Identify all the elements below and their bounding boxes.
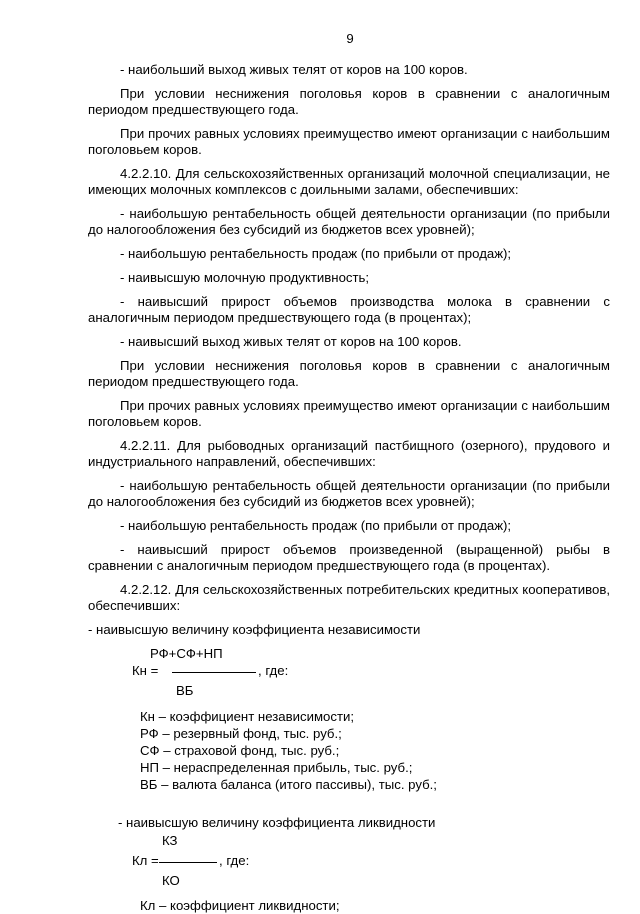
formula-lhs: Кн = <box>132 663 159 678</box>
paragraph: - наибольший выход живых телят от коров на 100 коров. <box>120 62 468 77</box>
list-item: - наивысший прирост объемов произведенной (выращенной) рыбы в сравнении с аналогичным периодом предшествующего года (в процентах). <box>88 542 610 573</box>
formula-suffix: , где: <box>258 663 289 678</box>
fraction-bar <box>172 672 256 673</box>
formula-independence-coefficient <box>88 646 610 708</box>
list-item: - наивысшую величину коэффициента независимости <box>88 622 421 637</box>
list-item: - наибольшую рентабельность общей деятельности организации (по прибыли до налогообложения без субсидий из бюджетов всех уровней); <box>88 206 610 237</box>
definition-item: НП – нераспределенная прибыль, тыс. руб.; <box>140 760 413 775</box>
page-number: 9 <box>346 31 354 46</box>
paragraph: При прочих равных условиях преимущество имеют организации с наибольшим поголовьем коров. <box>88 398 610 429</box>
paragraph: При условии неснижения поголовья коров в сравнении с аналогичным периодом предшествующего года. <box>88 86 610 117</box>
list-item: - наивысший прирост объемов производства молока в сравнении с аналогичным периодом предшествующего года (в процентах); <box>88 294 610 325</box>
formula-liquidity-coefficient <box>88 833 610 897</box>
definition-item: ВБ – валюта баланса (итого пассивы), тыс. руб.; <box>140 777 437 792</box>
definitions-list <box>140 897 610 914</box>
section-4-2-2-12-heading: 4.2.2.12. Для сельскохозяйственных потребительских кредитных кооперативов, обеспечивших: <box>88 582 610 613</box>
spacer <box>88 793 610 815</box>
list-item: - наибольшую рентабельность продаж (по прибыли от продаж); <box>120 246 512 261</box>
section-4-2-2-11-heading: 4.2.2.11. Для рыбоводных организаций пастбищного (озерного), прудового и индустриального направлений, обеспечивших: <box>88 438 610 469</box>
definition-item: РФ – резервный фонд, тыс. руб.; <box>140 726 342 741</box>
section-4-2-2-10-heading: 4.2.2.10. Для сельскохозяйственных организаций молочной специализации, не имеющих молочных комплексов с доильными залами, обеспечивших: <box>88 166 610 197</box>
formula-numerator: РФ+СФ+НП <box>150 646 223 661</box>
definition-item: СФ – страховой фонд, тыс. руб.; <box>140 743 340 758</box>
list-item: - наибольшую рентабельность общей деятельности организации (по прибыли до налогообложения без субсидий из бюджетов всех уровней); <box>88 478 610 509</box>
fraction-bar <box>159 862 217 863</box>
formula-denominator: ВБ <box>176 683 194 698</box>
paragraph: При условии неснижения поголовья коров в сравнении с аналогичным периодом предшествующего года. <box>88 358 610 389</box>
formula-numerator: КЗ <box>162 833 178 848</box>
formula-lhs: Кл = <box>132 853 159 868</box>
definitions-list <box>140 708 610 793</box>
list-item: - наивысшую молочную продуктивность; <box>120 270 370 285</box>
definition-item: Кн – коэффициент независимости; <box>140 709 355 724</box>
paragraph: При прочих равных условиях преимущество имеют организации с наибольшим поголовьем коров. <box>88 126 610 157</box>
formula-suffix: , где: <box>219 853 250 868</box>
definition-item: Кл – коэффициент ликвидности; <box>140 898 340 913</box>
list-item: - наивысшую величину коэффициента ликвидности <box>118 815 436 830</box>
formula-denominator: КО <box>162 873 180 888</box>
list-item: - наивысший выход живых телят от коров на 100 коров. <box>120 334 462 349</box>
list-item: - наибольшую рентабельность продаж (по прибыли от продаж); <box>120 518 512 533</box>
document-body <box>88 62 610 914</box>
